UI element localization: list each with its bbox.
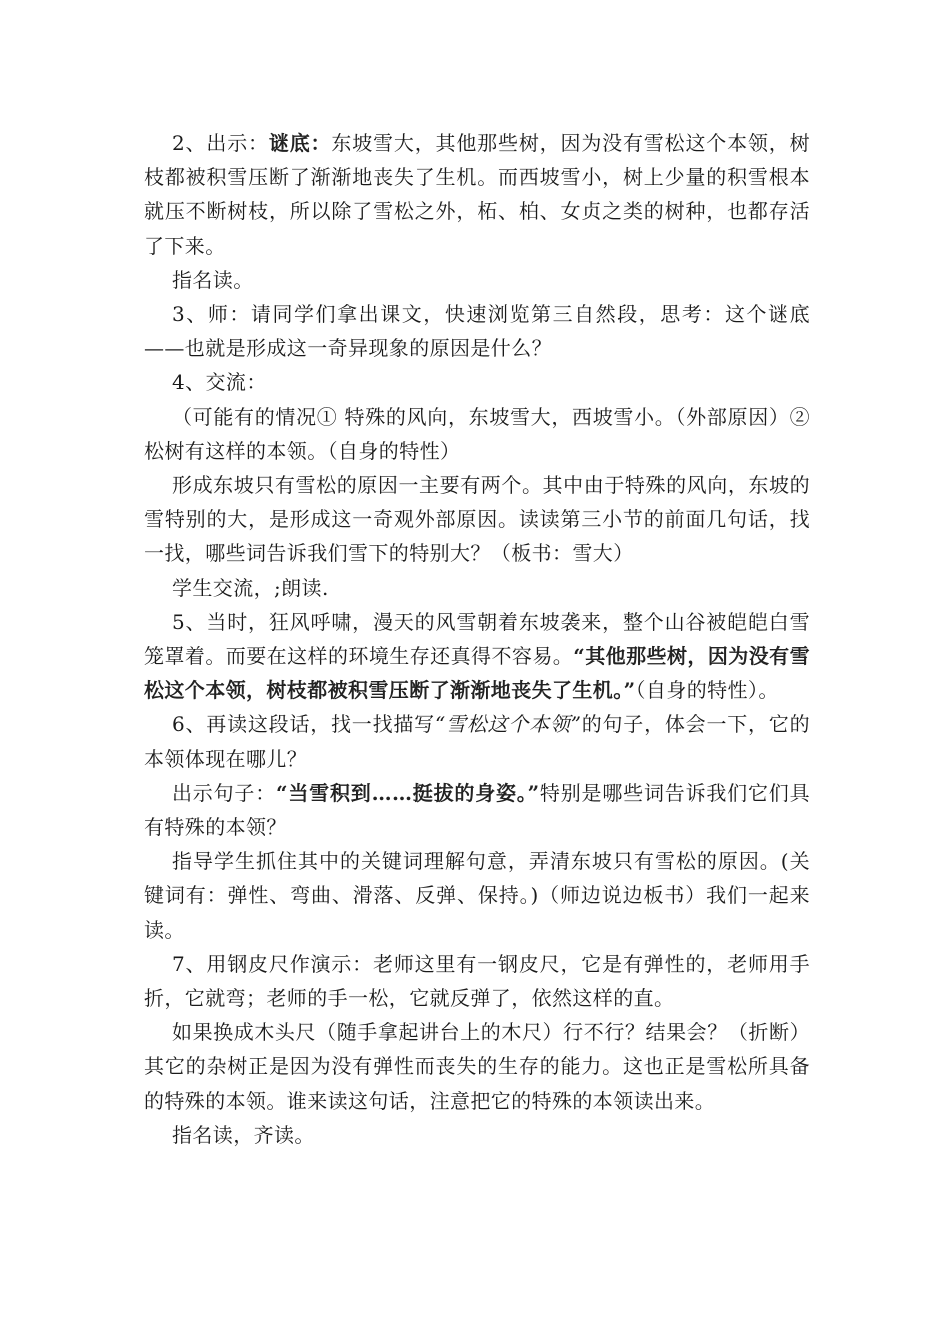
paragraph-final-reading	[144, 1118, 810, 1152]
text-segment: （可能有的情况① 特殊的风向，东坡雪大，西坡雪小。（外部原因）②松树有这样的本领。（自身的特性）	[144, 404, 810, 463]
text-segment: 东坡雪大，其他那些树，因为没有雪松这个本领，树枝都被积雪压断了渐渐地丧失了生机。而西坡雪小，树上少量的积雪根本就压不断树枝，所以除了雪松之外，柘、柏、女贞之类的树种，也都存活了下来。	[144, 131, 811, 258]
paragraph-show-sentence	[144, 776, 810, 844]
text-segment: （自身的特性）。	[635, 678, 779, 703]
text-segment: 2、出示：	[172, 131, 269, 155]
paragraph-ruler-demo	[144, 947, 810, 1015]
text-segment: 6、再读这段话，找一找描写	[172, 712, 435, 737]
paragraph-storm	[144, 605, 810, 708]
italic-text-segment: “雪松这个本领”	[434, 712, 582, 737]
text-segment: 特别是哪些词告诉我们它们具有特殊的本领？	[144, 780, 810, 840]
text-segment: 的句子，体会一下，它的本领体现在哪儿？	[144, 712, 810, 771]
text-segment: 如果换成木头尺（随手拿起讲台上的木尺）行不行？结果会？（折断）其它的杂树正是因为没有弹性而丧失的生存的能力。这也正是雪松所具备的特殊的本领。谁来读这句话，注意把它的特殊的本领读出来。	[144, 1020, 810, 1113]
paragraph-student-exchange	[144, 571, 810, 605]
paragraph-reading	[144, 263, 810, 297]
paragraph-reasons	[144, 468, 810, 571]
bold-text-segment: 谜底：	[268, 131, 332, 155]
paragraph-discussion	[144, 365, 810, 399]
paragraph-teacher-question	[144, 297, 810, 365]
paragraph-possible-cases	[144, 400, 810, 468]
text-segment: 学生交流，;朗读.	[172, 575, 329, 600]
paragraph-answer	[144, 126, 810, 263]
bold-text-segment: “其他那些树，因为没有雪松这个本领，树枝都被积雪压断了渐渐地丧失了生机。”	[144, 644, 810, 703]
paragraph-wooden-ruler	[144, 1015, 810, 1118]
bold-text-segment: “当雪积到……挺拔的身姿。”	[276, 780, 540, 805]
text-segment: 指名读，齐读。	[172, 1122, 315, 1147]
text-segment: 出示句子：	[172, 780, 277, 805]
text-segment: 3、师：请同学们拿出课文，快速浏览第三自然段，思考：这个谜底——也就是形成这一奇异现象的原因是什么？	[144, 302, 810, 361]
paragraph-reread	[144, 707, 810, 775]
text-segment: 指名读。	[172, 267, 254, 292]
paragraph-keywords	[144, 844, 810, 947]
text-segment: 指导学生抓住其中的关键词理解句意，弄清东坡只有雪松的原因。(关键词有：弹性、弯曲、滑落、反弹、保持。)（师边说边板书）我们一起来读。	[144, 849, 810, 942]
text-segment: 5、当时，狂风呼啸，漫天的风雪朝着东坡袭来，整个山谷被皑皑白雪笼罩着。而要在这样的环境生存还真得不容易。	[144, 609, 810, 669]
text-segment: 形成东坡只有雪松的原因一主要有两个。其中由于特殊的风向，东坡的雪特别的大，是形成这一奇观外部原因。读读第三小节的前面几句话，找一找，哪些词告诉我们雪下的特别大？（板书：雪大）	[144, 473, 810, 566]
document-body	[144, 126, 810, 1152]
text-segment: 4、交流：	[172, 370, 267, 395]
text-segment: 7、用钢皮尺作演示：老师这里有一钢皮尺，它是有弹性的，老师用手折，它就弯；老师的手一松，它就反弹了，依然这样的直。	[144, 951, 810, 1011]
